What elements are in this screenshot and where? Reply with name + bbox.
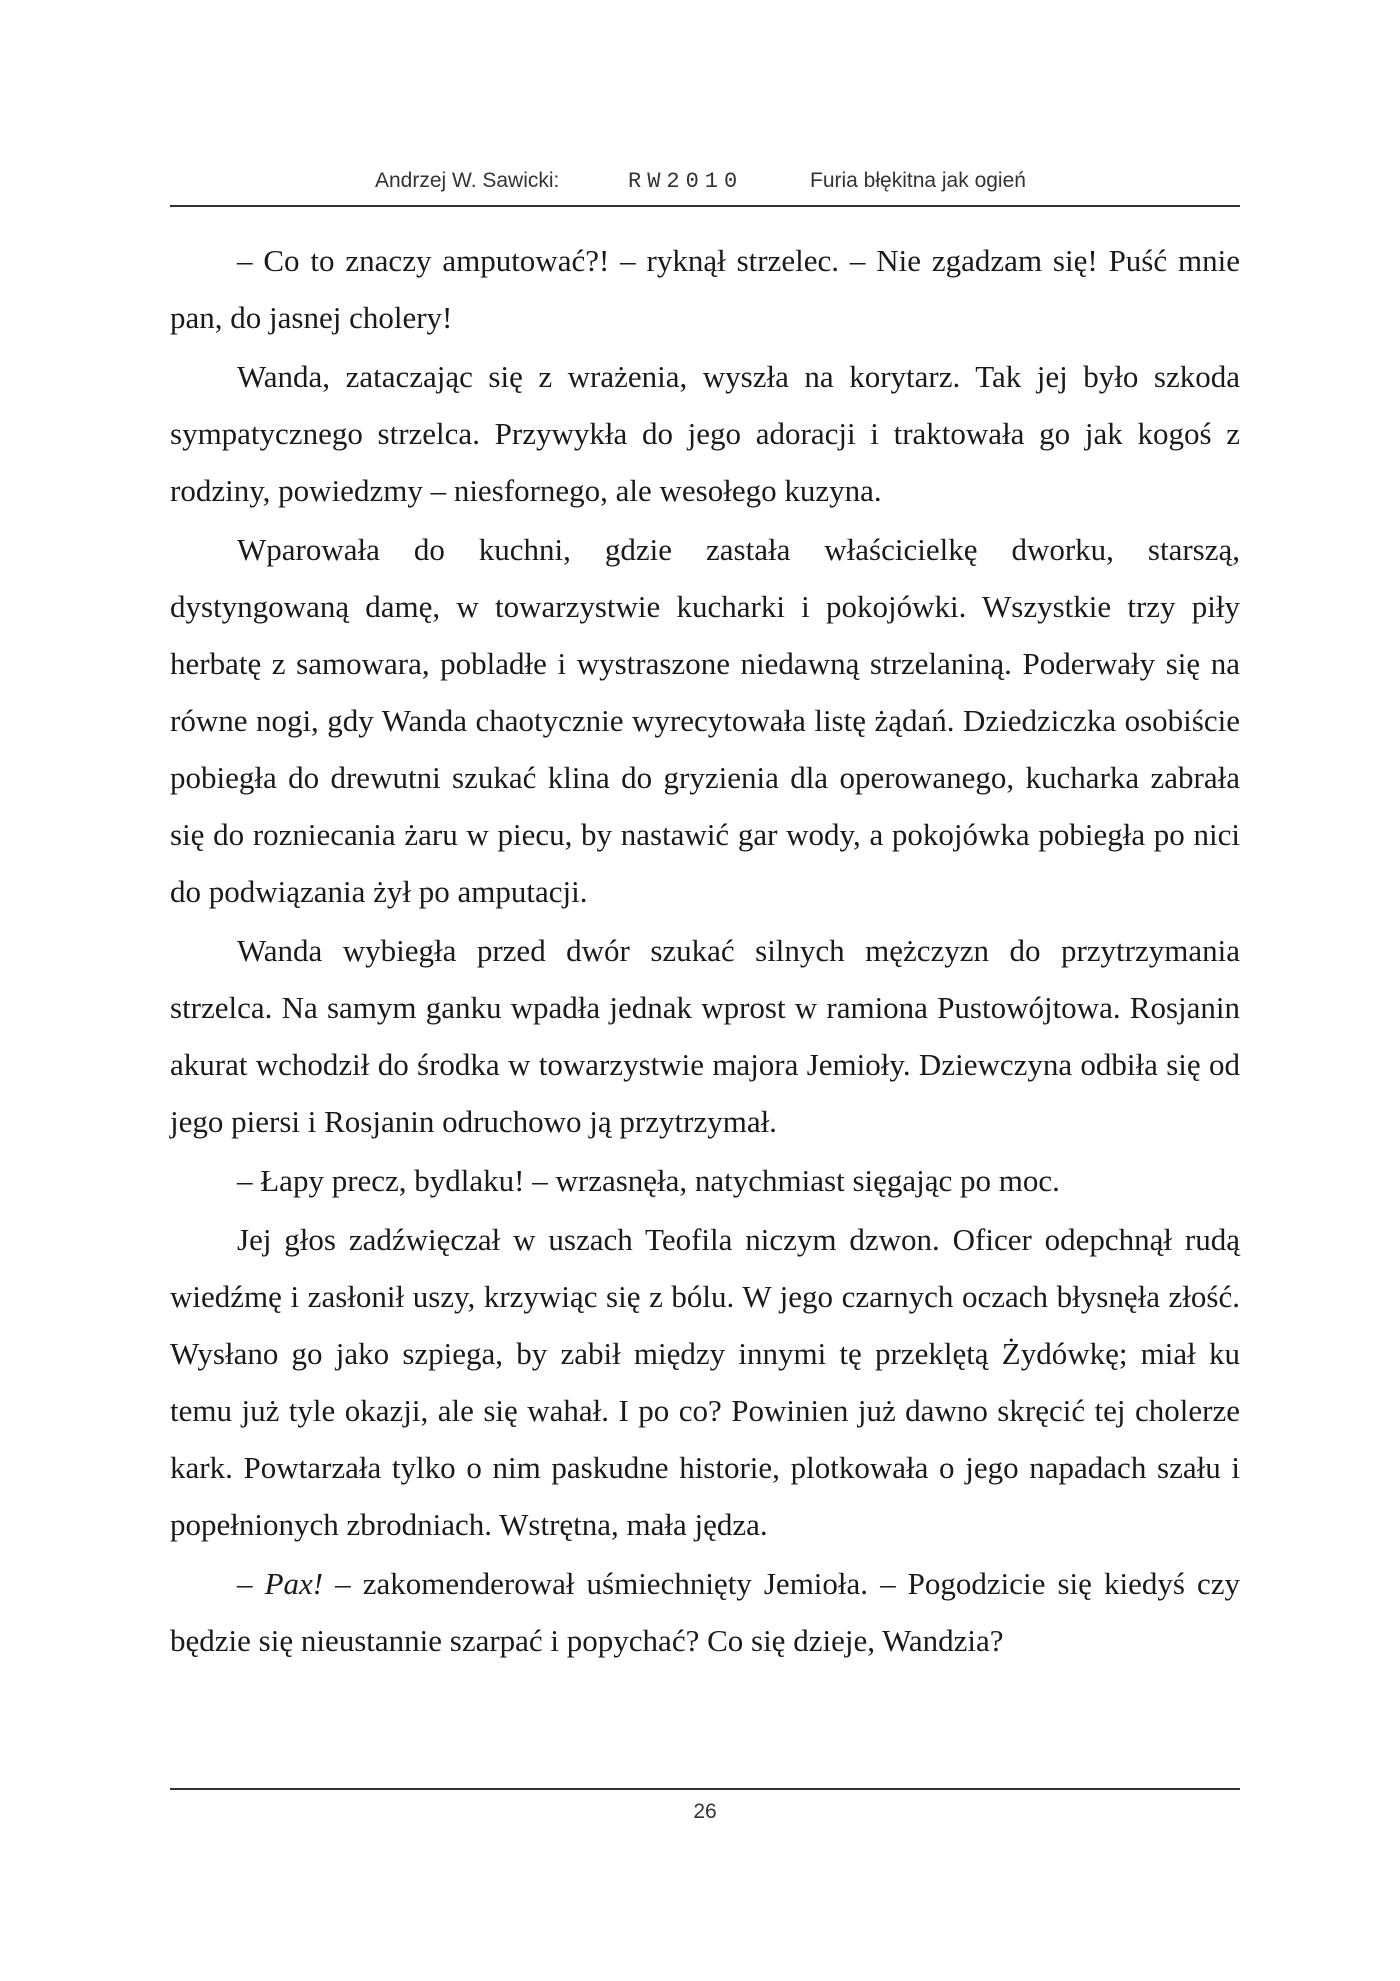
- paragraph: – Łapy precz, bydlaku! – wrzasnęła, natychmiast sięgając po moc.: [237, 1163, 1060, 1198]
- paragraph-rest: – zakomenderował uśmiechnięty Jemioła. – Pogodzicie się kiedyś czy będzie się nieustannie szarpać i popychać? Co się dzieje, Wandzia?: [170, 1566, 1240, 1658]
- page-number: 26: [693, 1800, 717, 1823]
- dialogue-dash: –: [237, 1566, 265, 1601]
- header-author: Andrzej W. Sawicki:: [375, 169, 560, 192]
- header-series: RW2010: [628, 169, 744, 194]
- body-text: [170, 232, 1240, 1671]
- paragraph: – Co to znaczy amputować?! – ryknął strzelec. – Nie zgadzam się! Puść mnie pan, do jasnej cholery!: [170, 243, 1240, 335]
- paragraph: Wparowała do kuchni, gdzie zastała właścicielkę dworku, starszą, dystyngowaną damę, w towarzystwie kucharki i pokojówki. Wszystkie trzy piły herbatę z samowara, pobladłe i wystraszone niedawną strzelaniną. Poderwały się na równe nogi, gdy Wanda chaotycznie wyrecytowała listę żądań. Dziedziczka osobiście pobiegła do drewutni szukać klina do gryzienia dla operowanego, kucharka zabrała się do rozniecania żaru w piecu, by nastawić gar wody, a pokojówka pobiegła po nici do podwiązania żył po amputacji.: [170, 532, 1240, 909]
- paragraph: Wanda wybiegła przed dwór szukać silnych mężczyzn do przytrzymania strzelca. Na samym ganku wpadła jednak wprost w ramiona Pustowójtowa. Rosjanin akurat wchodził do środka w towarzystwie majora Jemioły. Dziewczyna odbiła się od jego piersi i Rosjanin odruchowo ją przytrzymał.: [170, 933, 1240, 1139]
- italic-word: Pax!: [264, 1566, 324, 1601]
- header-book-title: Furia błękitna jak ogień: [810, 169, 1026, 192]
- page-header: [170, 165, 1240, 207]
- paragraph: Wanda, zataczając się z wrażenia, wyszła na korytarz. Tak jej było szkoda sympatycznego strzelca. Przywykła do jego adoracji i traktowała go jak kogoś z rodziny, powiedzmy – niesfornego, ale wesołego kuzyna.: [170, 359, 1240, 508]
- paragraph: Jej głos zadźwięczał w uszach Teofila niczym dzwon. Oficer odepchnął rudą wiedźmę i zasłonił uszy, krzywiąc się z bólu. W jego czarnych oczach błysnęła złość. Wysłano go jako szpiega, by zabił między innymi tę przeklętą Żydówkę; miał ku temu już tyle okazji, ale się wahał. I po co? Powinien już dawno skręcić tej cholerze kark. Powtarzała tylko o nim paskudne historie, plotkowała o jego napadach szału i popełnionych zbrodniach. Wstrętna, mała jędza.: [170, 1222, 1240, 1542]
- page-footer: [170, 1788, 1240, 1824]
- paragraph-last: [170, 1555, 1240, 1669]
